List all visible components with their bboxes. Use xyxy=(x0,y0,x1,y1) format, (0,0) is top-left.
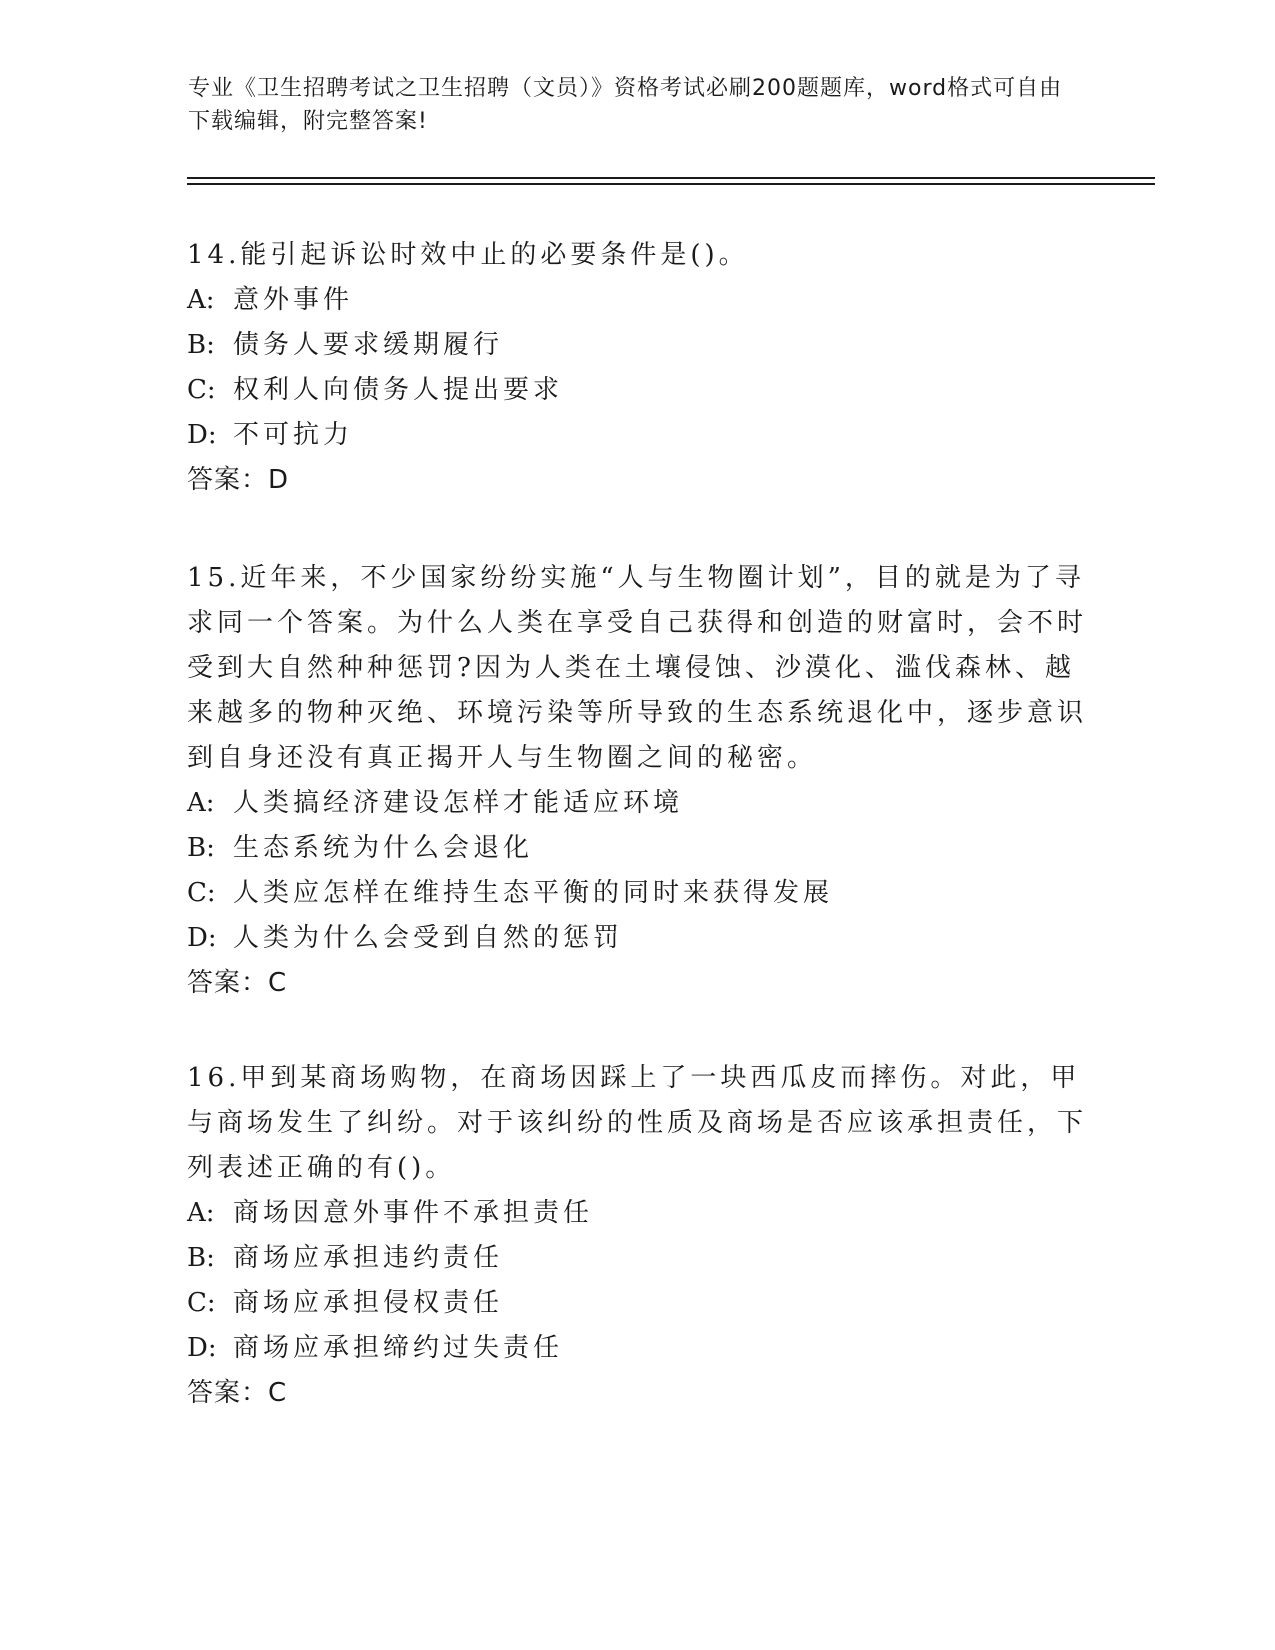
option-letter: B: xyxy=(187,833,215,863)
question-stem: 14.能引起诉讼时效中止的必要条件是()。 xyxy=(187,240,749,270)
option-text: 债务人要求缓期履行 xyxy=(233,330,504,360)
option-a xyxy=(187,781,1092,826)
option-text: 意外事件 xyxy=(233,285,354,315)
question-15 xyxy=(187,556,1092,1006)
option-letter: C: xyxy=(187,375,216,405)
option-b xyxy=(187,1236,1092,1281)
option-text: 商场因意外事件不承担责任 xyxy=(233,1198,594,1228)
option-text: 人类应怎样在维持生态平衡的同时来获得发展 xyxy=(233,878,834,908)
option-letter: B: xyxy=(187,1243,215,1273)
answer-line: 答案：C xyxy=(187,968,288,998)
option-letter: A: xyxy=(187,1198,215,1228)
option-letter: A: xyxy=(187,285,215,315)
option-c xyxy=(187,1281,1092,1326)
option-d xyxy=(187,916,1092,961)
option-c xyxy=(187,368,1092,413)
option-letter: D: xyxy=(187,420,217,450)
option-d xyxy=(187,413,1092,458)
option-letter: A: xyxy=(187,788,215,818)
question-stem: 15.近年来，不少国家纷纷实施“人与生物圈计划”，目的就是为了寻求同一个答案。为什么人类在享受自己获得和创造的财富时，会不时受到大自然种种惩罚?因为人类在土壤侵蚀、沙漠化、滥伐森林、越来越多的物种灭绝、环境污染等所导致的生态系统退化中，逐步意识到自身还没有真正揭开人与生物圈之间的秘密。 xyxy=(187,563,1088,773)
option-d xyxy=(187,1326,1092,1371)
option-b xyxy=(187,323,1092,368)
option-letter: D: xyxy=(187,923,217,953)
option-letter: C: xyxy=(187,1288,216,1318)
option-text: 人类为什么会受到自然的惩罚 xyxy=(233,923,624,953)
question-stem: 16.甲到某商场购物，在商场因踩上了一块西瓜皮而摔伤。对此，甲与商场发生了纠纷。对于该纠纷的性质及商场是否应该承担责任，下列表述正确的有()。 xyxy=(187,1063,1088,1183)
answer-line: 答案：C xyxy=(187,1378,288,1408)
question-16 xyxy=(187,1056,1092,1416)
option-a xyxy=(187,1191,1092,1236)
option-text: 权利人向债务人提出要求 xyxy=(233,375,564,405)
answer-line: 答案：D xyxy=(187,465,290,495)
header-divider-bottom xyxy=(187,183,1155,185)
document-header: 专业《卫生招聘考试之卫生招聘（文员）》资格考试必刷200题题库，word格式可自由下载编辑，附完整答案! xyxy=(188,76,1063,134)
option-text: 生态系统为什么会退化 xyxy=(233,833,534,863)
option-text: 商场应承担缔约过失责任 xyxy=(233,1333,564,1363)
option-c xyxy=(187,871,1092,916)
option-text: 商场应承担侵权责任 xyxy=(233,1288,504,1318)
header-divider-top xyxy=(187,177,1155,179)
option-letter: C: xyxy=(187,878,216,908)
option-text: 人类搞经济建设怎样才能适应环境 xyxy=(233,788,684,818)
option-letter: D: xyxy=(187,1333,217,1363)
option-b xyxy=(187,826,1092,871)
option-letter: B: xyxy=(187,330,215,360)
option-a xyxy=(187,278,1092,323)
option-text: 不可抗力 xyxy=(233,420,354,450)
question-14 xyxy=(187,233,1092,503)
option-text: 商场应承担违约责任 xyxy=(233,1243,504,1273)
